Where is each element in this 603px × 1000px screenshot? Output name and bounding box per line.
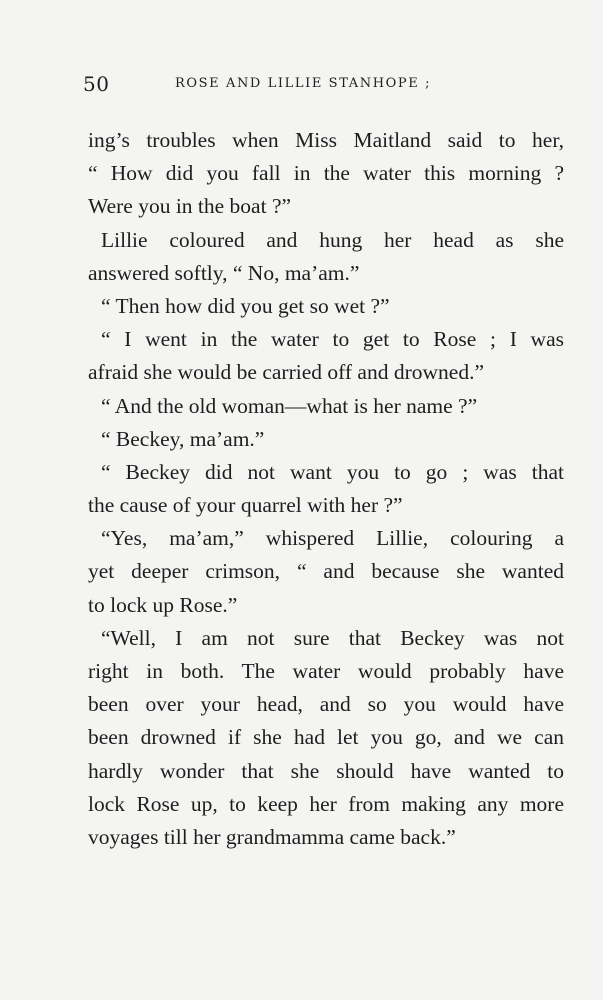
text-line: “ Then how did you get so wet ?” [101, 293, 390, 318]
body-text [88, 124, 564, 854]
text-line: hardly wonder that she should have wanted to [88, 758, 564, 783]
text-line: “ And the old woman—what is her name ?” [101, 393, 478, 418]
text-line: “ Beckey, ma’am.” [101, 426, 265, 451]
text-line: been drowned if she had let you go, and we can [88, 725, 564, 750]
text-line: “ I went in the water to get to Rose ; I was [101, 327, 564, 352]
text-line: yet deeper crimson, “ and because she wanted [88, 559, 564, 584]
text-line: Were you in the boat ?” [88, 194, 292, 219]
text-line: Lillie coloured and hung her head as she [101, 227, 564, 252]
text-line: “ How did you fall in the water this morning ? [88, 161, 564, 186]
text-line: to lock up Rose.” [88, 592, 238, 617]
text-line: “Yes, ma’am,” whispered Lillie, colouring a [101, 526, 564, 551]
text-line: ing’s troubles when Miss Maitland said to her, [88, 128, 564, 152]
running-head: ROSE AND LILLIE STANHOPE ; [175, 76, 432, 91]
text-line: the cause of your quarrel with her ?” [88, 493, 403, 518]
text-line: been over your head, and so you would have [88, 692, 564, 717]
text-line: right in both. The water would probably have [88, 659, 564, 683]
text-line: voyages till her grandmamma came back.” [88, 824, 456, 849]
page-header [83, 72, 563, 102]
text-line: “ Beckey did not want you to go ; was that [101, 459, 564, 484]
text-line: answered softly, “ No, ma’am.” [88, 260, 360, 285]
text-line: “Well, I am not sure that Beckey was not [101, 625, 564, 650]
text-line: afraid she would be carried off and drowned.” [88, 360, 484, 385]
page-number: 50 [83, 72, 110, 96]
text-line: lock Rose up, to keep her from making any more [88, 791, 564, 816]
